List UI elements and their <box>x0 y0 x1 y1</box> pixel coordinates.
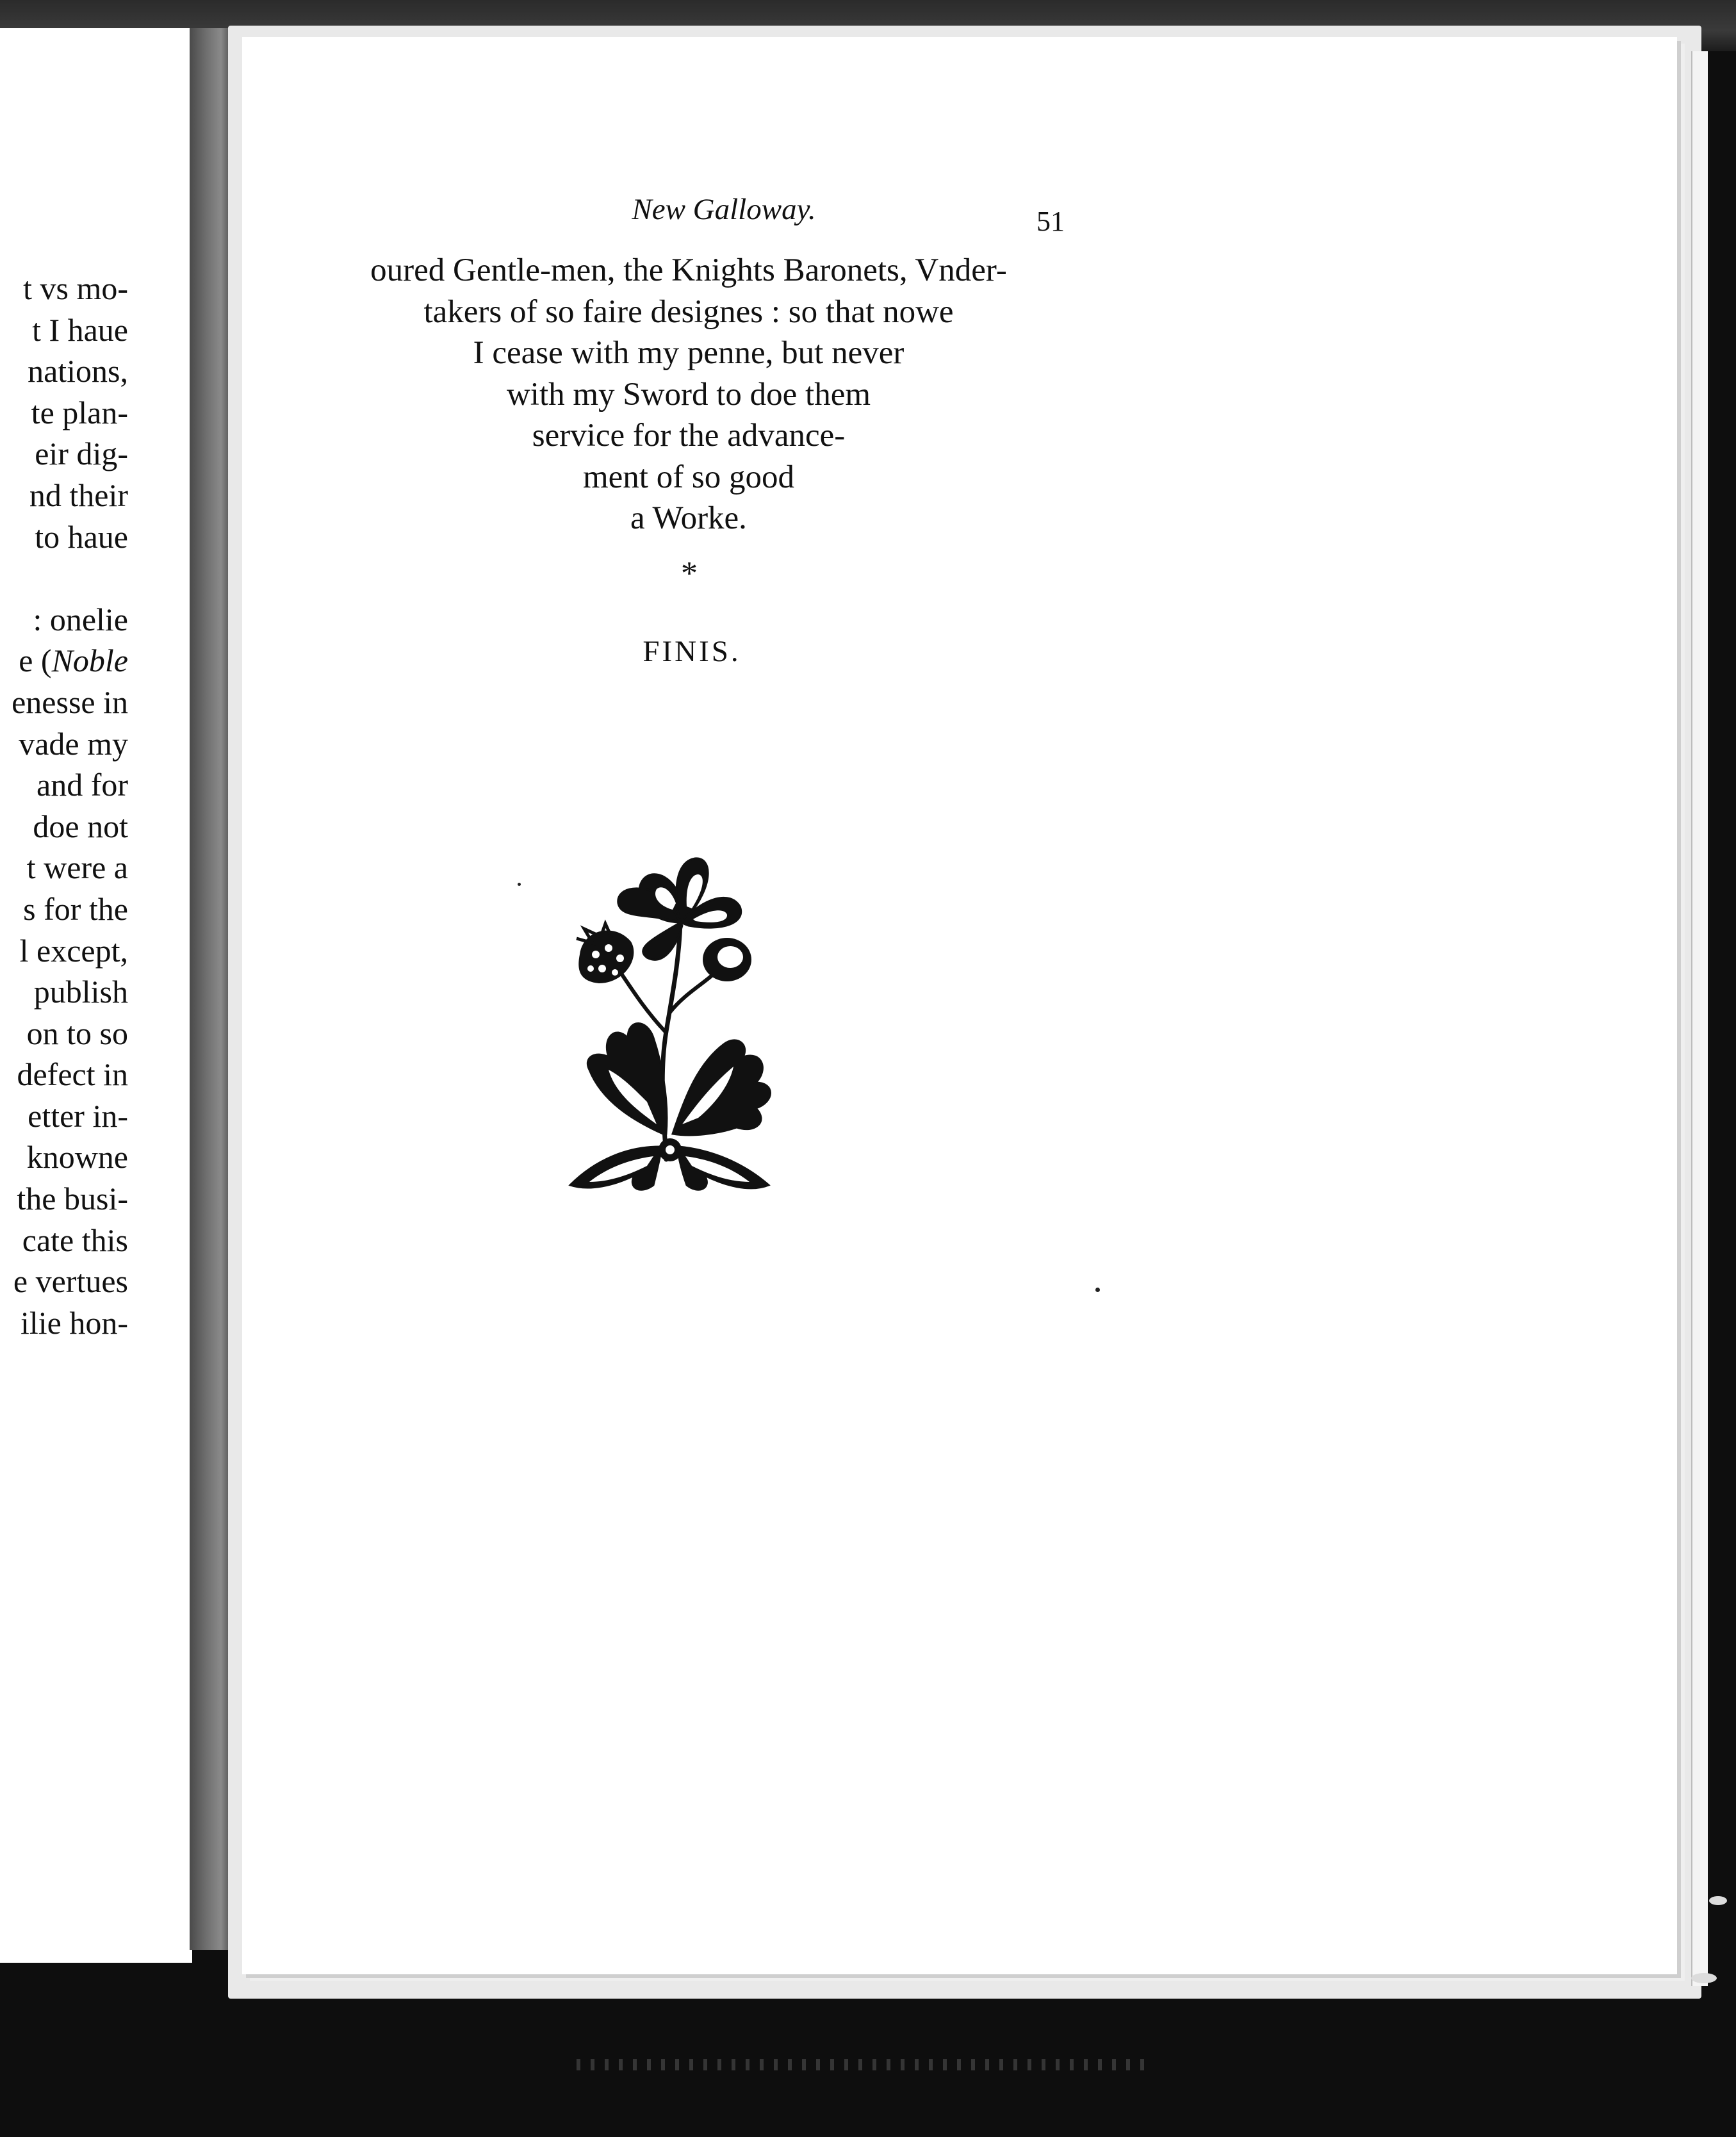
text-line: service for the advance- <box>532 418 846 454</box>
left-page-text <box>0 268 128 1343</box>
ink-speck <box>1095 1288 1100 1292</box>
left-line: doe not <box>33 808 128 844</box>
page-fore-edge <box>1691 51 1708 1986</box>
asterisk-fleuron: * <box>681 555 698 592</box>
left-line: enesse in <box>12 684 128 720</box>
scan-speck <box>1709 1896 1727 1905</box>
left-line: cate this <box>22 1222 128 1258</box>
left-line: the busi- <box>17 1181 128 1217</box>
left-line: to haue <box>35 518 128 555</box>
left-line: t I haue <box>32 311 128 348</box>
left-line: e vertues <box>13 1263 128 1300</box>
flower-ornament-icon <box>545 801 814 1198</box>
left-line: on to so <box>26 1015 128 1051</box>
left-line-prefix: e ( <box>19 643 52 679</box>
left-line: eir dig- <box>35 436 128 472</box>
text-line: with my Sword to doe them <box>506 376 871 413</box>
bottom-scan-marks <box>577 2059 1153 2070</box>
finis-label: FINIS. <box>643 635 741 668</box>
text-line: ment of so good <box>582 459 795 495</box>
left-line: publish <box>33 974 128 1010</box>
left-line: knowne <box>26 1139 128 1175</box>
text-line: a Worke. <box>630 500 747 536</box>
page-number: 51 <box>1036 206 1065 237</box>
left-line: etter in- <box>28 1097 128 1134</box>
left-line: l except, <box>19 932 128 969</box>
scan-speck <box>1691 1973 1717 1983</box>
ink-speck <box>518 883 521 886</box>
left-line: t vs mo- <box>23 270 128 306</box>
left-line: nd their <box>29 477 128 513</box>
left-line: : onelie <box>33 601 128 637</box>
left-line: defect in <box>17 1056 128 1093</box>
left-line: te plan- <box>31 394 128 430</box>
text-line: I cease with my penne, but never <box>473 335 905 371</box>
text-line: oured Gentle-men, the Knights Baronets, Vnder- <box>370 252 1007 288</box>
left-line: s for the <box>23 890 128 927</box>
left-line: vade my <box>19 725 128 762</box>
left-line: nations, <box>28 353 128 389</box>
left-line-italic: Noble <box>51 643 128 679</box>
running-head: New Galloway. <box>632 193 816 226</box>
left-line: t were a <box>26 849 128 886</box>
text-line: takers of so faire designes : so that nowe <box>423 293 954 330</box>
left-line <box>0 640 128 682</box>
left-line: ilie hon- <box>20 1304 128 1341</box>
left-line: and for <box>37 767 128 803</box>
closing-paragraph <box>301 250 1076 539</box>
left-line-gap <box>0 557 128 599</box>
left-page <box>0 28 192 1963</box>
